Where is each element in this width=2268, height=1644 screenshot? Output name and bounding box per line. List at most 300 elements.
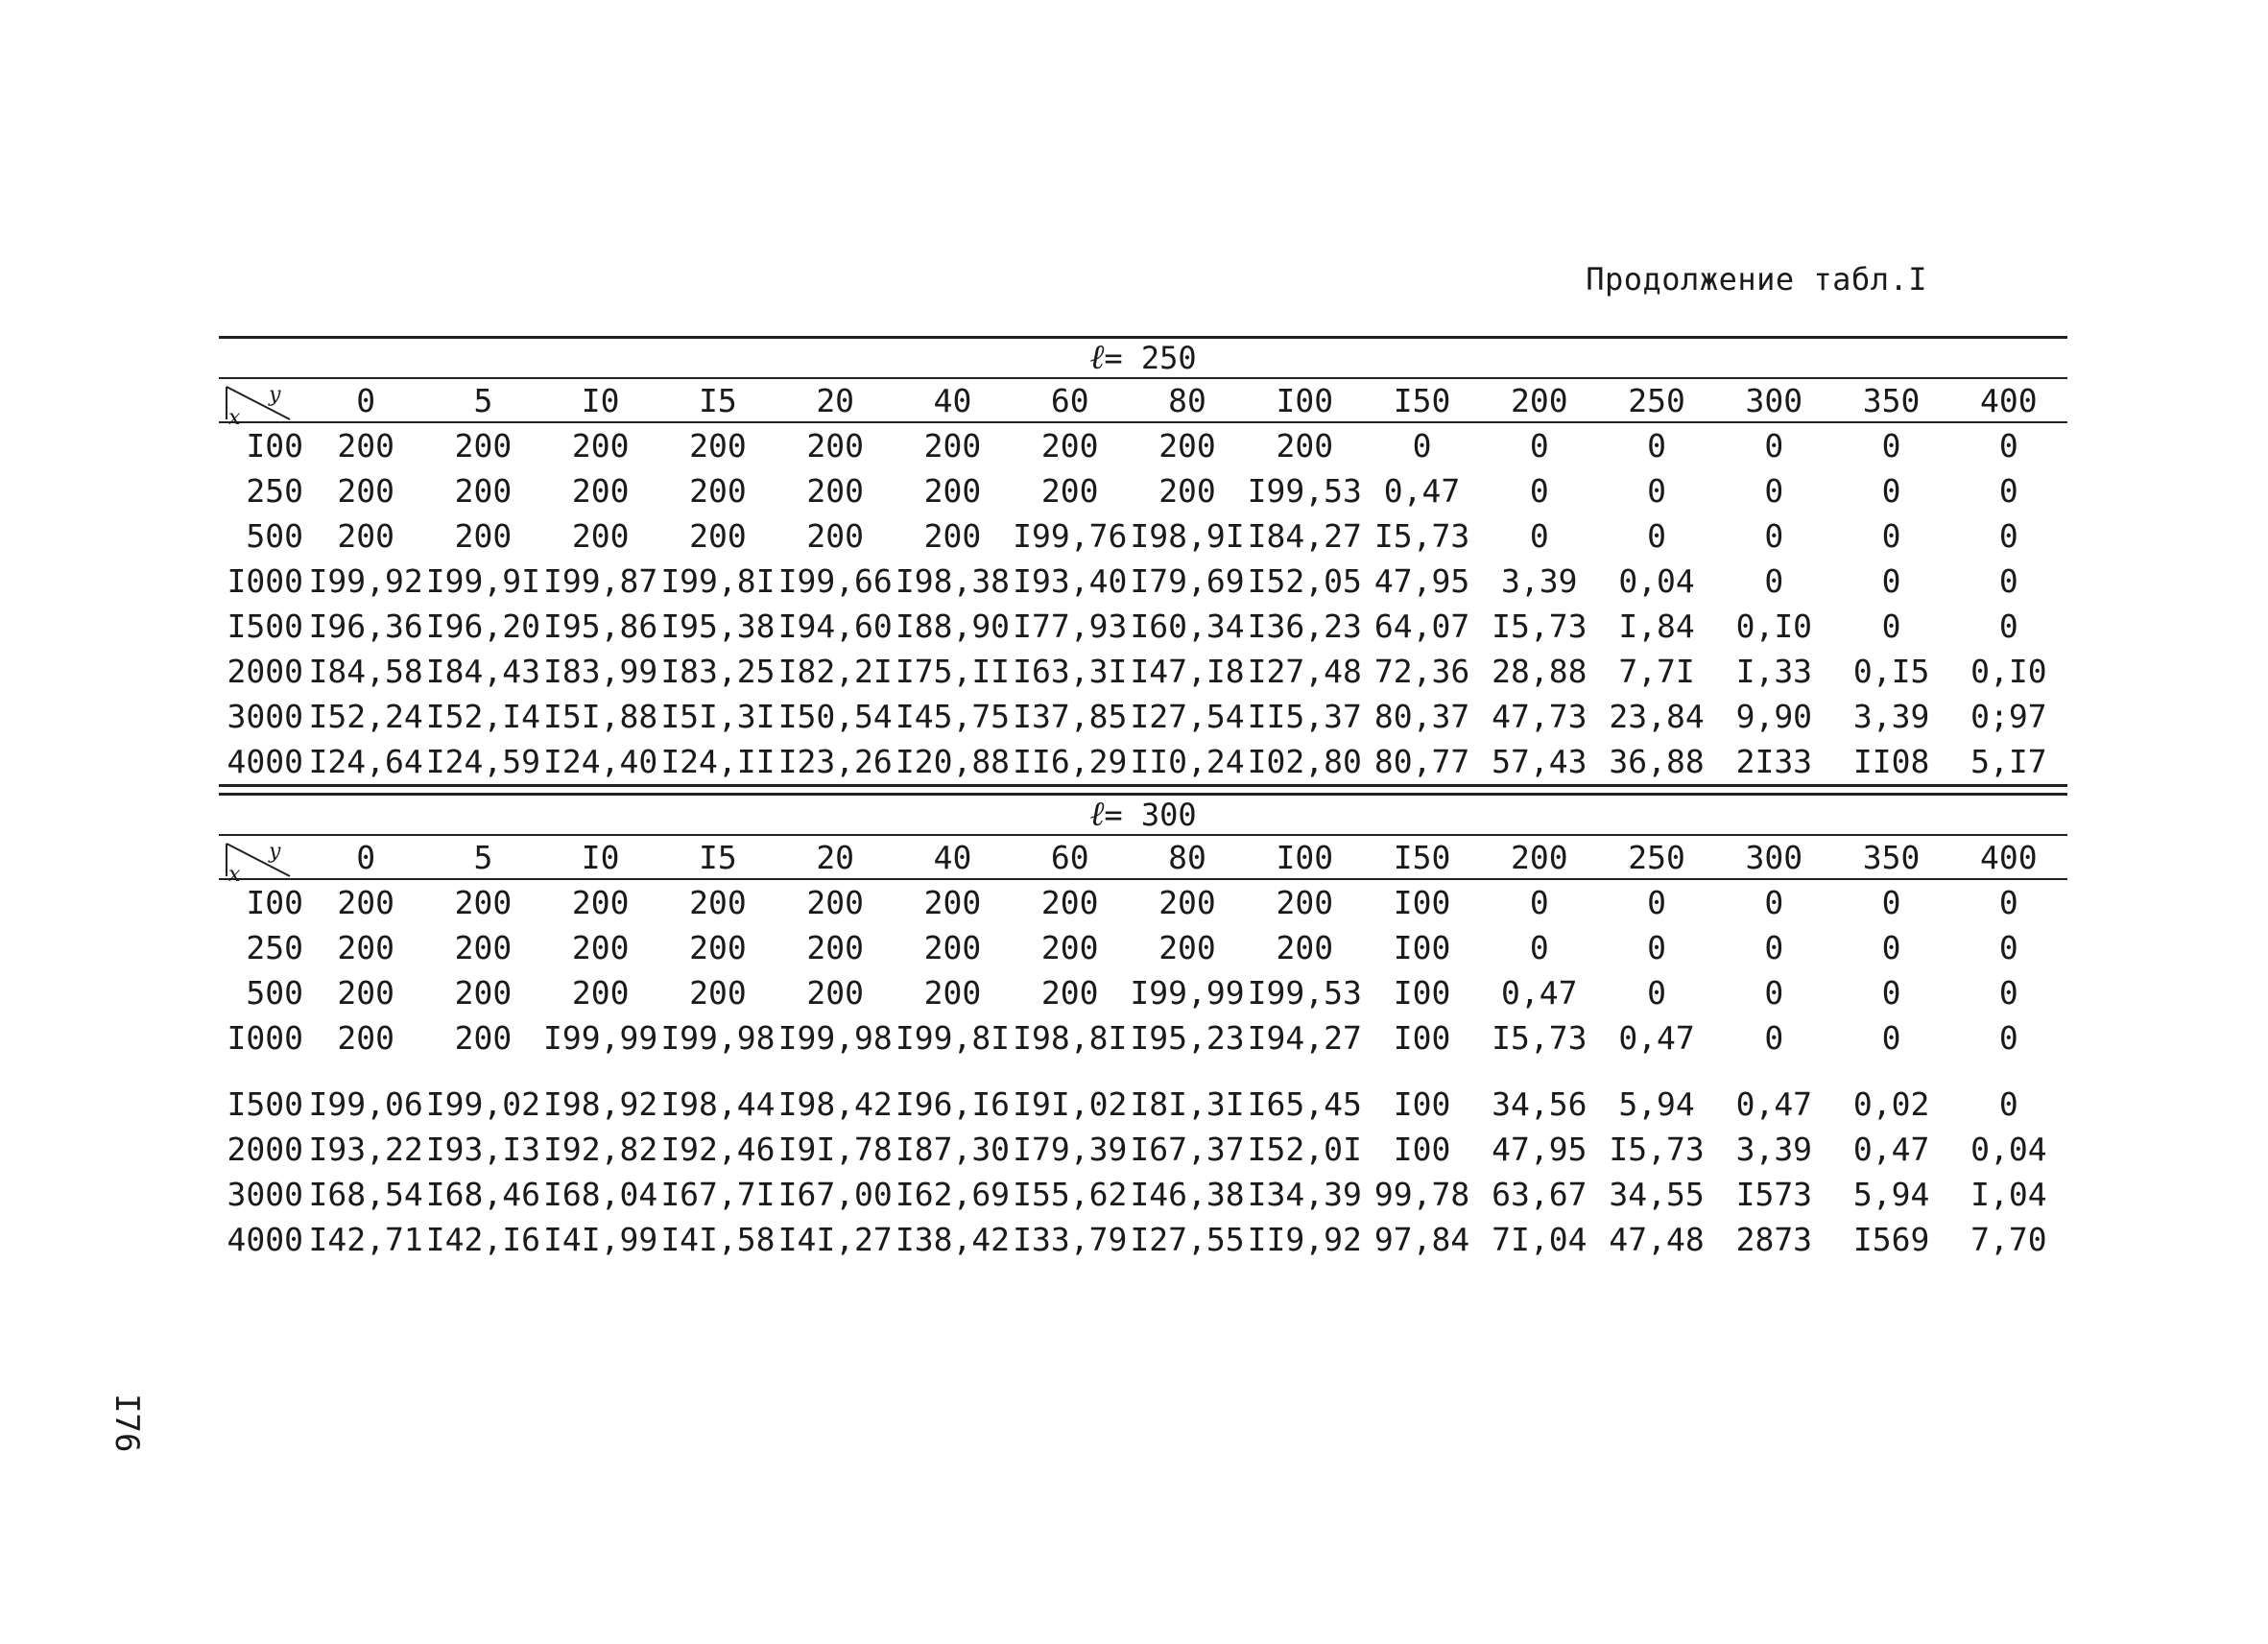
table-cell: 200 [806,884,864,921]
table-cell: I68,46 [425,1176,540,1213]
table-cell: I79,69 [1130,562,1245,600]
table-cell: 200 [923,472,982,510]
table-cell: 200 [337,929,394,966]
table-cell: I63,3I [1013,653,1128,690]
table-cell: I36,23 [1247,608,1362,645]
table-cell: 0 [1647,884,1666,921]
table-cell: 0,I5 [1852,653,1930,690]
table-cell: I23,26 [776,739,894,787]
table-cell: 200 [1276,427,1334,465]
table-body [219,880,2067,1262]
header-row [219,834,2067,887]
table-cell: 2873 [1735,1221,1813,1258]
table-cell: I98,38 [895,562,1011,600]
table-cell: 34,56 [1492,1085,1588,1123]
table-cell: 0,47 [1618,1019,1695,1057]
table-cell: I27,48 [1247,653,1362,690]
table-cell: I96,20 [425,608,540,645]
row-label: 500 [246,974,303,1012]
row-label: 3000 [227,698,303,735]
table-cell: I99,98 [777,1019,893,1057]
table-cell: 0 [1764,472,1784,510]
table-cell: I569 [1852,1221,1930,1258]
table-cell: I45,75 [895,698,1011,735]
table-cell: I34,39 [1247,1176,1362,1213]
table-cell: I98,44 [660,1085,776,1123]
table-cell: I52,0I [1247,1131,1362,1168]
table-cell: 7,70 [1970,1221,2047,1258]
table-cell: 34,55 [1609,1176,1705,1213]
table-cell: 0,I0 [1970,653,2047,690]
table-cell: I00 [1393,1085,1451,1123]
table-cell: I52,24 [308,698,423,735]
table-cell: 200 [1276,884,1334,921]
table-cell: I84,58 [308,653,423,690]
table-cell: I24,59 [424,739,541,787]
table-cell: 28,88 [1492,653,1588,690]
table-cell: 0 [1764,884,1784,921]
corner-cell [219,379,307,430]
table-cell: I5I,88 [543,698,658,735]
table-cell: 200 [806,974,864,1012]
table-cell: 0 [1764,427,1784,465]
col-header: 40 [933,382,972,419]
table-cell: 5,94 [1852,1176,1930,1213]
table-cell: 0 [1647,427,1666,465]
table-block-l250 [219,336,2067,787]
row-label: 4000 [227,1221,303,1258]
col-header: 400 [1980,382,2038,419]
table-cell: 2I33 [1715,739,1832,787]
col-header: I0 [581,382,620,419]
table-cell: 0 [1881,562,1901,600]
col-header: I00 [1276,382,1334,419]
table-cell: I68,04 [543,1176,658,1213]
table-cell: 0 [1412,427,1432,465]
table-cell: 99,78 [1373,1176,1470,1213]
col-header: 20 [816,839,855,876]
table-cell: I93,I3 [425,1131,540,1168]
table-cell: 47,95 [1373,562,1470,600]
table-cell: 200 [337,1019,394,1057]
table-cell: I9I,02 [1013,1085,1128,1123]
table-cell: I95,86 [543,608,658,645]
col-header: 350 [1862,839,1921,876]
table-cell: 200 [1040,974,1099,1012]
table-cell: 200 [337,884,394,921]
table-cell: 0;97 [1970,698,2047,735]
table-cell: 200 [1040,472,1099,510]
table-cell: I84,43 [425,653,540,690]
table-cell: I00 [1393,974,1451,1012]
table-cell: 47,73 [1492,698,1588,735]
table-cell: I46,38 [1130,1176,1245,1213]
table-cell: 0,47 [1852,1131,1930,1168]
table-cell: I67,37 [1130,1131,1245,1168]
table-cell: I33,79 [1013,1221,1128,1258]
table-cell: 72,36 [1373,653,1470,690]
table-cell: 200 [1040,929,1099,966]
table-cell: II9,92 [1247,1221,1362,1258]
table-cell: 0,47 [1735,1085,1813,1123]
table-cell: 0 [1881,427,1901,465]
table-cell: 0 [1998,1085,2018,1123]
col-header: 200 [1510,839,1568,876]
table-cell: 57,43 [1481,739,1598,787]
table-cell: 0 [1881,929,1901,966]
table-cell: I99,02 [425,1085,540,1123]
table-cell: 0 [1998,608,2018,645]
table-cell: I98,92 [543,1085,658,1123]
table-cell: I65,45 [1247,1085,1362,1123]
table-cell: 0 [1764,929,1784,966]
table-cell: I27,55 [1130,1221,1245,1258]
table-cell: I47,I8 [1130,653,1245,690]
table-cell: I02,80 [1246,739,1363,787]
col-header: 80 [1168,382,1206,419]
table-cell: II5,37 [1247,698,1362,735]
table-cell: 0 [1529,929,1549,966]
row-label: 2000 [227,653,303,690]
row-label: 4000 [219,739,307,787]
table-cell: I95,23 [1130,1019,1245,1057]
table-cell: 200 [923,427,982,465]
table-cell: I52,05 [1247,562,1362,600]
col-header: 300 [1745,839,1803,876]
continuation-caption: Продолжение табл.I [1586,261,1927,298]
table-cell: I,04 [1970,1176,2047,1213]
table-cell: I98,8I [1013,1019,1128,1057]
row-label: 3000 [227,1176,303,1213]
table-cell: 9,90 [1735,698,1813,735]
table-cell: I20,88 [894,739,1011,787]
table-cell: I24,40 [542,739,659,787]
table-cell: 200 [1158,884,1216,921]
table-cell: I62,69 [895,1176,1011,1213]
table-cell: 0 [1647,517,1666,555]
row-label: 500 [246,517,303,555]
table-cell: 0 [1764,562,1784,600]
table-cell: 0 [1881,1019,1901,1057]
col-header: 40 [933,839,972,876]
table-cell: 80,77 [1363,739,1480,787]
table-cell: 0 [1881,974,1901,1012]
table-cell: 3,39 [1852,698,1930,735]
col-header: I0 [581,839,620,876]
col-header: I5 [699,839,737,876]
table-cell: I4I,99 [543,1221,658,1258]
table-cell: I99,76 [1013,517,1128,555]
table-cell: I99,53 [1247,974,1362,1012]
col-header: 80 [1168,839,1206,876]
table-cell: I00 [1393,929,1451,966]
table-cell: 0 [1998,884,2018,921]
col-header: 20 [816,382,855,419]
table-cell: 0 [1647,472,1666,510]
table-cell: 200 [454,472,513,510]
table-cell: 0 [1998,517,2018,555]
table-cell: I99,92 [308,562,423,600]
table-cell: 3,39 [1501,562,1578,600]
col-header: 5 [473,382,493,419]
corner-x-label: x [228,406,241,430]
row-label: 250 [246,472,303,510]
table-cell: I95,38 [660,608,776,645]
table-cell: I52,I4 [425,698,540,735]
table-cell: 0 [1881,608,1901,645]
table-cell: 0,47 [1383,472,1461,510]
table-cell: II0,24 [1129,739,1246,787]
table-cell: I573 [1735,1176,1813,1213]
table-cell: I4I,27 [777,1221,893,1258]
table-cell: 200 [923,517,982,555]
row-label: 2000 [227,1131,303,1168]
table-cell: 200 [571,929,630,966]
col-header: 350 [1862,382,1921,419]
table-cell: I98,9I [1130,517,1245,555]
table-cell: 0 [1998,974,2018,1012]
row-label: I500 [227,1085,303,1123]
table-cell: 0 [1647,929,1666,966]
row-label: I00 [246,884,303,921]
table-cell: I24,64 [307,739,424,787]
table-cell: 0 [1881,517,1901,555]
table-cell: I99,98 [660,1019,776,1057]
ell-value: = 250 [1104,340,1197,376]
table-cell: 0,I0 [1735,608,1813,645]
block-title [219,793,2067,834]
table-cell: 0 [1529,884,1549,921]
corner-x-label: x [228,863,241,887]
table-cell: I37,85 [1013,698,1128,735]
block-title [219,336,2067,377]
table-cell: I99,87 [543,562,658,600]
table-cell: 0 [1998,472,2018,510]
col-header: 5 [473,839,493,876]
table-cell: I,84 [1618,608,1695,645]
col-header: 0 [356,382,376,419]
table-cell: I98,42 [777,1085,893,1123]
table-cell: I88,90 [895,608,1011,645]
table-cell: 200 [1158,929,1216,966]
col-header: 0 [356,839,376,876]
table-cell: 200 [806,517,864,555]
table-cell: 0 [1529,472,1549,510]
table-cell: 0 [1529,517,1549,555]
table-cell: I99,8I [660,562,776,600]
table-cell: I42,71 [308,1221,423,1258]
table-cell: I99,9I [425,562,540,600]
table-cell: 5,94 [1618,1085,1695,1123]
table-cell: 200 [1158,472,1216,510]
table-cell: I75,II [895,653,1011,690]
table-cell: I42,I6 [425,1221,540,1258]
table-cell: 0 [1998,562,2018,600]
table-cell: I99,06 [308,1085,423,1123]
page-number: I76 [107,1394,146,1453]
table-cell: I82,2I [777,653,893,690]
table-cell: 80,37 [1373,698,1470,735]
table-cell: I83,25 [660,653,776,690]
table-cell: 0 [1881,472,1901,510]
table-cell: I96,I6 [895,1085,1011,1123]
table-cell: 0 [1998,929,2018,966]
col-header: 60 [1050,382,1089,419]
table-cell: 0,47 [1501,974,1578,1012]
table-cell: I67,00 [777,1176,893,1213]
table-cell: 200 [454,929,513,966]
table-cell: I93,22 [308,1131,423,1168]
table-cell: 0 [1881,884,1901,921]
corner-y-label: y [269,840,281,864]
table-cell: 200 [806,929,864,966]
table-cell: 47,95 [1492,1131,1588,1168]
table-cell: 200 [689,517,747,555]
table-cell: 200 [689,929,747,966]
table-cell: I94,60 [777,608,893,645]
table-cell: 0,02 [1852,1085,1930,1123]
table-cell: I83,99 [543,653,658,690]
table-cell: I50,54 [777,698,893,735]
table-cell: 0 [1764,517,1784,555]
table-cell: 200 [337,472,394,510]
table-cell: 36,88 [1598,739,1715,787]
table-cell: 200 [454,1019,513,1057]
col-header: 250 [1628,839,1685,876]
table-cell: I8I,3I [1130,1085,1245,1123]
table-cell: I77,93 [1013,608,1128,645]
table-cell: 200 [337,427,394,465]
row-label: 250 [246,929,303,966]
table-cell: 200 [923,884,982,921]
table-cell: 200 [571,472,630,510]
table-cell: I84,27 [1247,517,1362,555]
table-cell: I27,54 [1130,698,1245,735]
table-cell: I93,40 [1013,562,1128,600]
col-header: I50 [1393,382,1451,419]
table-cell: 200 [337,517,394,555]
table-cell: I79,39 [1013,1131,1128,1168]
ell-symbol: ℓ [1089,795,1105,834]
table-cell: I99,53 [1247,472,1362,510]
table-cell: 0 [1998,427,2018,465]
col-header: I50 [1393,839,1451,876]
table-cell: 0 [1764,1019,1784,1057]
table-cell: 200 [571,974,630,1012]
corner-cell [219,836,307,887]
table-cell: I38,42 [895,1221,1011,1258]
table-cell: I60,34 [1130,608,1245,645]
table-cell: 7,7I [1618,653,1695,690]
table-cell: 0,04 [1970,1131,2047,1168]
table-cell: 200 [689,427,747,465]
table-cell: 200 [923,929,982,966]
table-cell: 64,07 [1373,608,1470,645]
table-cell: I99,99 [1130,974,1245,1012]
table-cell: I00 [1393,1019,1451,1057]
table-cell: 200 [337,974,394,1012]
table-cell: II08 [1832,739,1949,787]
table-cell: I92,46 [660,1131,776,1168]
table-cell: 200 [689,472,747,510]
table-cell: I5,73 [1492,608,1588,645]
table-cell: 200 [1158,427,1216,465]
table-cell: 200 [454,884,513,921]
col-header: 60 [1050,839,1089,876]
table-cell: 200 [689,884,747,921]
table-cell: I87,30 [895,1131,1011,1168]
table-cell: I55,62 [1013,1176,1128,1213]
table-cell: 47,48 [1609,1221,1705,1258]
table-cell: 0 [1998,1019,2018,1057]
table-cell: 200 [454,974,513,1012]
table-body [219,423,2067,787]
ell-value: = 300 [1104,797,1197,833]
table-cell: 200 [1040,884,1099,921]
row-label: I000 [227,1019,303,1057]
table-cell: I5,73 [1492,1019,1588,1057]
table-cell: I00 [1393,884,1451,921]
table-cell: 97,84 [1373,1221,1470,1258]
header-row [219,377,2067,430]
row-label: I500 [227,608,303,645]
table-cell: 0 [1647,974,1666,1012]
table-cell: 200 [1276,929,1334,966]
table-cell: I68,54 [308,1176,423,1213]
table-cell: I67,7I [660,1176,776,1213]
col-header: I5 [699,382,737,419]
table-cell: 200 [806,427,864,465]
table-cell: 200 [806,472,864,510]
table-cell: 200 [571,517,630,555]
table-cell: I92,82 [543,1131,658,1168]
col-header: 200 [1510,382,1568,419]
table-cell: 23,84 [1609,698,1705,735]
table-cell: I4I,58 [660,1221,776,1258]
table-cell: 0 [1529,427,1549,465]
table-cell: I9I,78 [777,1131,893,1168]
table-cell: 200 [689,974,747,1012]
table-cell: II6,29 [1012,739,1129,787]
table-cell: 200 [923,974,982,1012]
table-cell: I24,II [659,739,776,787]
table-cell: 63,67 [1492,1176,1588,1213]
table-cell: 200 [571,884,630,921]
row-label: I00 [246,427,303,465]
table-cell: 200 [571,427,630,465]
table-cell: 200 [1040,427,1099,465]
table-cell: 0,04 [1618,562,1695,600]
table-cell: I99,8I [895,1019,1011,1057]
table-cell: I00 [1393,1131,1451,1168]
table-cell: 200 [454,517,513,555]
col-header: 250 [1628,382,1685,419]
table-cell: 3,39 [1735,1131,1813,1168]
ell-symbol: ℓ [1089,338,1105,377]
table-cell: 200 [454,427,513,465]
table-block-l300 [219,793,2067,1262]
table-cell: I5,73 [1609,1131,1705,1168]
table-cell: I5,73 [1373,517,1470,555]
col-header: 300 [1745,382,1803,419]
table-cell: 5,I7 [1950,739,2067,787]
col-header: I00 [1276,839,1334,876]
table-cell: 0 [1764,974,1784,1012]
col-header: 400 [1980,839,2038,876]
table-cell: I,33 [1735,653,1813,690]
table-cell: I96,36 [308,608,423,645]
table-cell: I99,99 [543,1019,658,1057]
